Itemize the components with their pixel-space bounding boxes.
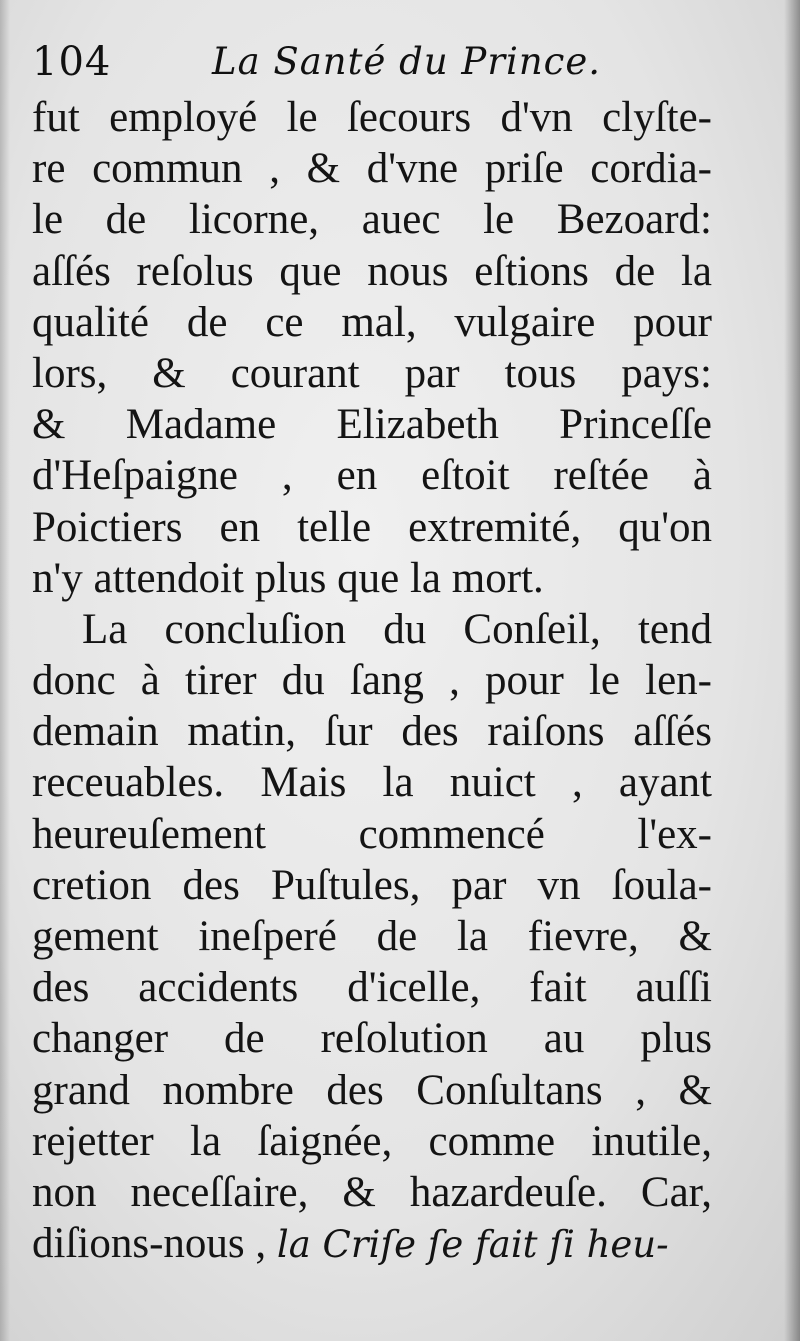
text-line: heureuſement commencé l'ex- [32,810,712,858]
text-line: le de licorne, auec le Bezoard: [32,196,712,244]
text-line: receuables. Mais la nuict , ayant [32,759,712,807]
page-edge-shadow [784,0,800,1341]
text-line: & Madame Elizabeth Princeſſe [32,401,712,449]
final-line-italic: la Criſe ſe fait ſi heu- [276,1223,669,1267]
text-line: gement ineſperé de la fievre, & [32,913,712,960]
text-line: lors, & courant par tous pays: [32,349,712,397]
text-line: grand nombre des Conſultans , & [32,1066,712,1114]
text-line: aſſés reſolus que nous eſtions de la [32,247,712,295]
text-line-final [32,1218,712,1269]
text-line: re commun , & d'vne priſe cordia- [32,145,712,193]
page-number: 104 [32,39,112,85]
text-line: demain matin, ſur des raiſons aſſés [32,708,712,756]
text-line: non neceſſaire, & hazardeuſe. Car, [32,1168,712,1216]
text-line: qualité de ce mal, vulgaire pour [32,298,712,346]
text-line: Poictiers en telle extremité, qu'on [32,503,712,551]
body-text [32,92,712,1269]
text-line: La concluſion du Conſeil, tend [82,605,712,653]
text-line: des accidents d'icelle, fait auſſi [32,964,712,1012]
text-line: donc à tirer du ſang , pour le len- [32,657,712,705]
text-line: cretion des Puſtules, par vn ſoula- [32,861,712,909]
page-header [32,30,722,94]
page-gutter-shadow [0,0,10,1341]
text-line: rejetter la ſaignée, comme inutile, [32,1117,712,1165]
text-line: d'Heſpaigne , en eſtoit reſtée à [32,452,712,500]
text-line: changer de reſolution au plus [32,1015,712,1063]
running-head: La Santé du Prince. [212,40,602,83]
text-line: n'y attendoit plus que la mort. [32,554,544,602]
final-line-roman: diſions-nous , [32,1220,267,1268]
text-line: fut employé le ſecours d'vn clyſte- [32,94,712,141]
